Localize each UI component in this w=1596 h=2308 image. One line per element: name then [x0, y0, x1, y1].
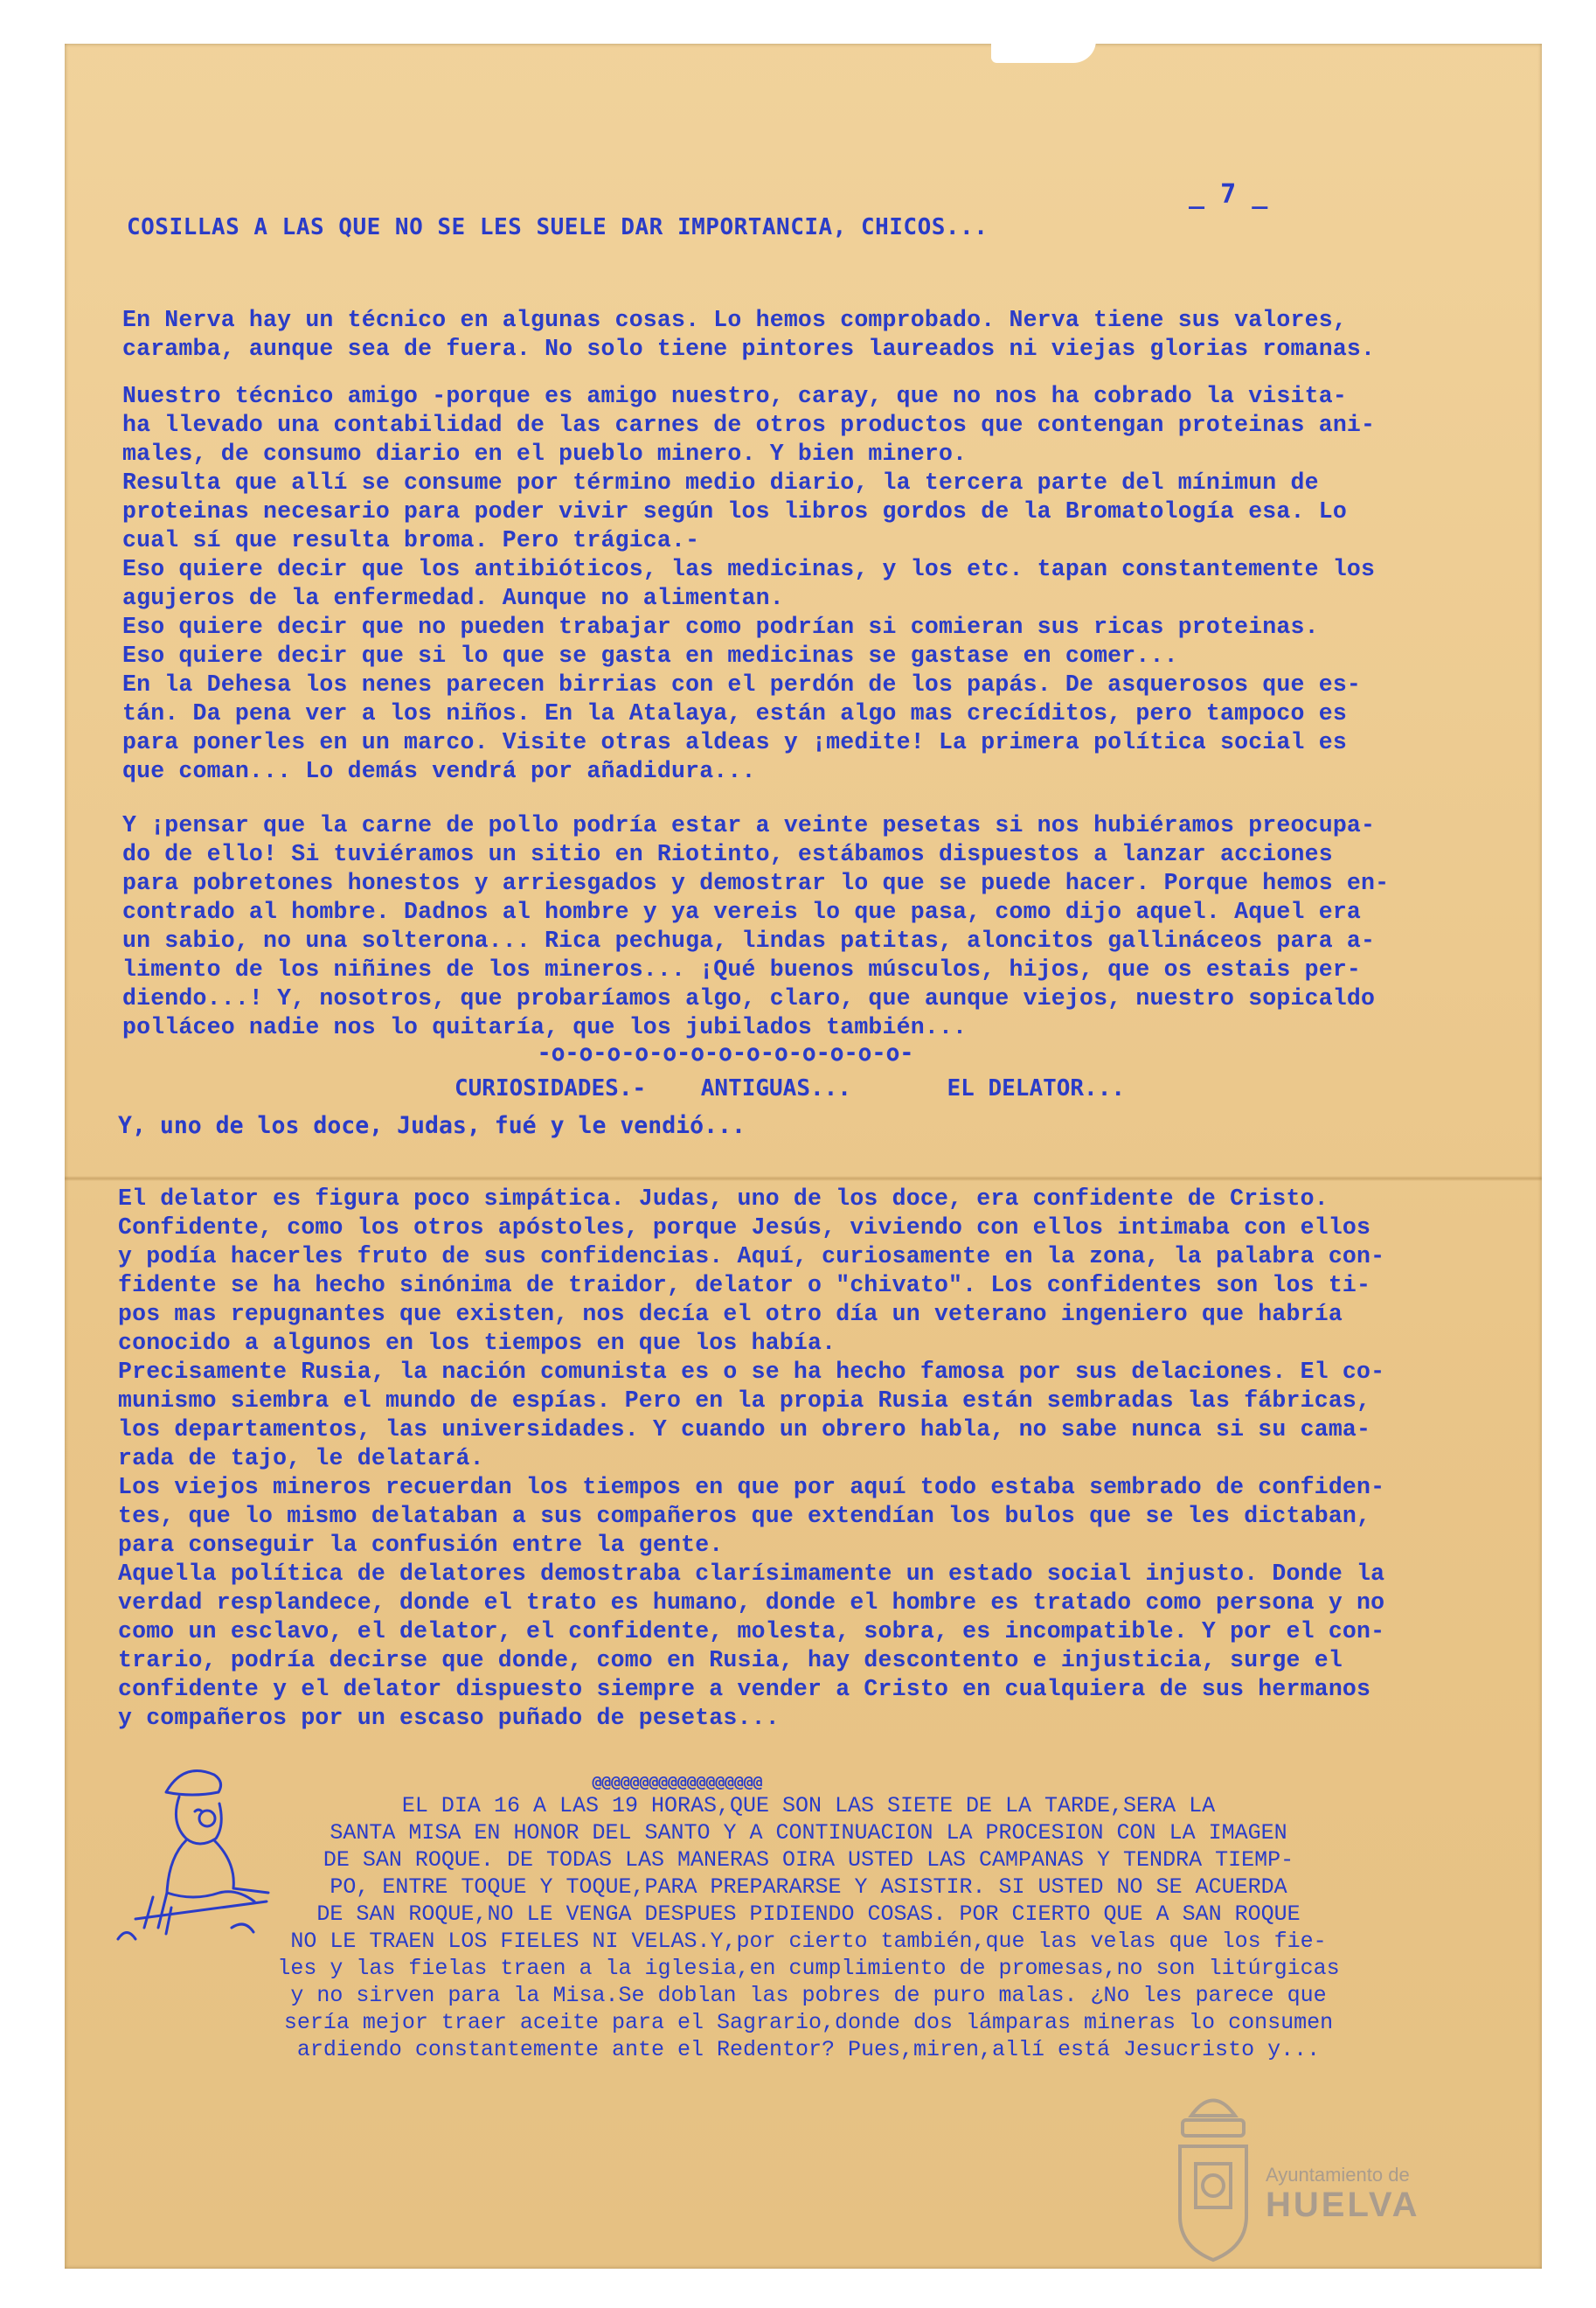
watermark-line2: HUELVA [1266, 2186, 1420, 2224]
separator-dashes: -o-o-o-o-o-o-o-o-o-o-o-o-o- [537, 1039, 914, 1067]
san-roque-notice: EL DIA 16 A LAS 19 HORAS,QUE SON LAS SIETE DE LA TARDE,SERA LA SANTA MISA EN HONOR DEL SANTO Y A CONTINUACION LA PROCESION CON LA IMAGEN DE SAN ROQUE. DE TODAS LAS MANERAS OIRA USTED LAS CAMPANAS Y TENDRA TIEMP- PO, ENTRE TOQUE Y TOQUE,PARA PREPARARSE Y ASISTIR. SI USTED NO SE ACUERDA DE SAN ROQUE,NO LE VENGA DESPUES PIDIENDO COSAS. POR CIERTO QUE A SAN ROQUE NO LE TRAEN LOS FIELES NI VELAS.Y,por cierto también,que las velas que los fie- les y las fielas traen a la iglesia,en cumplimiento de promesas,no son litúrgicas y no sirven para la Misa.Se doblan las pobres de puro malas. ¿No les parece que sería mejor traer aceite para el Sagrario,donde dos lámparas mineras lo consumen ardiendo constantemente ante el Redentor? Pues,miren,allí está Jesucristo y... [277, 1793, 1340, 2062]
judas-intro: Y, uno de los doce, Judas, fué y le vendió... [118, 1112, 746, 1139]
watermark-line1: Ayuntamiento de [1266, 2164, 1410, 2186]
page-number: _ 7 _ [1189, 179, 1268, 210]
paragraph-nerva-tecnico: En Nerva hay un técnico en algunas cosas. Lo hemos comprobado. Nerva tiene sus valores, caramba, aunque sea de fuera. No solo tiene pintores laureados ni viejas glorias romanas. [122, 307, 1376, 362]
curiosidades-heading: CURIOSIDADES.- ANTIGUAS... EL DELATOR... [455, 1075, 1126, 1102]
separator-at-signs: @@@@@@@@@@@@@@@@@@ [592, 1773, 763, 1791]
ayuntamiento-seal-icon [1169, 2081, 1257, 2308]
paragraph-carne-pollo: Y ¡pensar que la carne de pollo podría estar a veinte pesetas si nos hubiéramos preocupa- do de ello! Si tuviéramos un sitio en Riotinto, estábamos dispuestos a lanzar acciones para pobretones honestos y arriesgados y demostrar lo que se puede hacer. Porque hemos en- contrado al hombre. Dadnos al hombre y ya vereis lo que pasa, como dijo aquel. Aquel era un sabio, no una solterona... Rica pechuga, lindas patitas, aloncitos gallináceos para a- limento de los niñines de los mineros... ¡Qué buenos músculos, hijos, que os estais per- diendo...! Y, nosotros, que probaríamos algo, claro, que aunque viejos, nuestro sopicaldo polláceo nadie nos lo quitaría, que los jubilados también... [122, 812, 1390, 1040]
paper-fold [65, 1176, 1542, 1181]
paragraph-delator: El delator es figura poco simpática. Judas, uno de los doce, era confidente de Cristo. Confidente, como los otros apóstoles, porque Jesús, viviendo con ellos intimaba con ellos y podía hacerles fruto de sus confidencias. Aquí, curiosamente en la zona, la palabra con- fidente se ha hecho sinónima de traidor, delator o "chivato". Los confidentes son los ti- pos mas repugnantes que existen, nos decía el otro día un veterano ingeniero que habría conocido a algunos en los tiempos en que los había. Precisamente Rusia, la nación comunista es o se ha hecho famosa por sus delaciones. El co- munismo siembra el mundo de espías. Pero en la propia Rusia están sembradas las fábricas, los departamentos, las universidades. Y cuando un obrero habla, no sabe nunca si su cama- rada de tajo, le delatará. Los viejos mineros recuerdan los tiempos en que por aquí todo estaba sembrado de confiden- tes, que lo mismo delataban a sus compañeros que extendían los bulos que se les dictaban, para conseguir la confusión entre la gente. Aquella política de delatores demostraba clarísimamente un estado social injusto. Donde la verdad resplandece, donde el trato es humano, donde el hombre es tratado como persona y no como un esclavo, el delator, el confidente, molesta, sobra, es incompatible. Y por el con- trario, podría decirse que donde, como en Rusia, hay descontento e injusticia, surge el confidente y el delator dispuesto siempre a vender a Cristo en cualquiera de sus hermanos y compañeros por un escaso puñado de pesetas... [118, 1185, 1385, 1731]
section-heading: COSILLAS A LAS QUE NO SE LES SUELE DAR IMPORTANCIA, CHICOS... [127, 214, 989, 240]
torn-corner [991, 40, 1096, 63]
paragraph-proteinas: Nuestro técnico amigo -porque es amigo nuestro, caray, que no nos ha cobrado la visita- ha llevado una contabilidad de las carnes de otros productos que contengan proteinas ani- males, de consumo diario en el pueblo minero. Y bien minero. Resulta que allí se consume por término medio diario, la tercera parte del mínimun de proteinas necesario para poder vivir según los libros gordos de la Bromatología esa. Lo cual sí que resulta broma. Pero trágica.- Eso quiere decir que los antibióticos, las medicinas, y los etc. tapan constantemente los agujeros de la enfermedad. Aunque no alimentan. Eso quiere decir que no pueden trabajar como podrían si comieran sus ricas proteinas. Eso quiere decir que si lo que se gasta en medicinas se gastase en comer... En la Dehesa los nenes parecen birrias con el perdón de los papás. De asquerosos que es- tán. Da pena ver a los niños. En la Atalaya, están algo mas crecíditos, pero tampoco es para ponerles en un marco. Visite otras aldeas y ¡medite! La primera política social es que coman... Lo demás vendrá por añadidura... [122, 383, 1376, 784]
